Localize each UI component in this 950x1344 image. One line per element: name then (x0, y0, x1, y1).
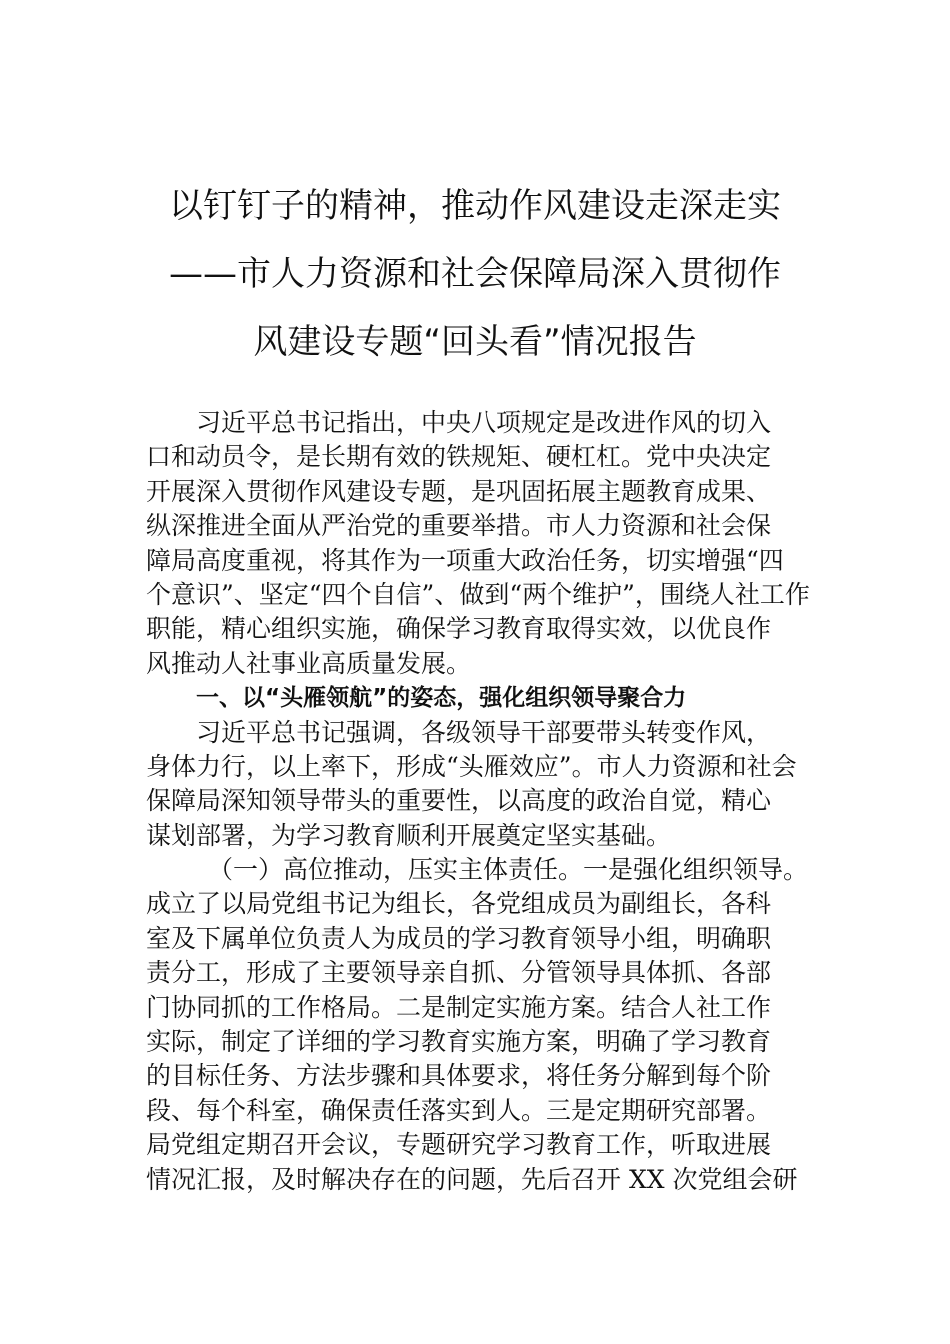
paragraph-line: 风推动人社事业高质量发展。 (146, 648, 472, 678)
paragraph-line: 习近平总书记强调，各级领导干部要带头转变作风， (196, 717, 772, 747)
paragraph-line: 实际，制定了详细的学习教育实施方案，明确了学习教育 (146, 1027, 772, 1057)
subtitle-line: ——市人力资源和社会保障局深入贯彻作 (169, 254, 781, 294)
paragraph-line: 局党组定期召开会议，专题研究学习教育工作，听取进展 (146, 1130, 772, 1160)
paragraph-line: 责分工，形成了主要领导亲自抓、分管领导具体抓、各部 (146, 958, 772, 988)
paragraph-line: 谋划部署，为学习教育顺利开展奠定坚实基础。 (146, 820, 672, 850)
paragraph-line: 保障局深知领导带头的重要性，以高度的政治自觉，精心 (146, 786, 772, 816)
paragraph-line: 成立了以局党组书记为组长，各党组成员为副组长，各科 (146, 889, 772, 919)
paragraph-line: 障局高度重视，将其作为一项重大政治任务，切实增强“四 (146, 545, 784, 575)
document-body (146, 406, 814, 1197)
paragraph-line: 情况汇报，及时解决存在的问题，先后召开 XX 次党组会研 (146, 1164, 798, 1194)
paragraph-line: 口和动员令，是长期有效的铁规矩、硬杠杠。党中央决定 (146, 442, 772, 472)
paragraph-line: 室及下属单位负责人为成员的学习教育领导小组，明确职 (146, 923, 772, 953)
paragraph-line: 的目标任务、方法步骤和具体要求，将任务分解到每个阶 (146, 1061, 772, 1091)
paragraph-line: 段、每个科室，确保责任落实到人。三是定期研究部署。 (146, 1095, 772, 1125)
paragraph-line: 习近平总书记指出，中央八项规定是改进作风的切入 (196, 408, 772, 437)
paragraph-line: 开展深入贯彻作风建设专题，是巩固拓展主题教育成果、 (146, 476, 772, 506)
subtitle-line: 风建设专题“回头看”情况报告 (253, 322, 697, 362)
section-heading: 一、以“头雁领航”的姿态，强化组织领导聚合力 (196, 685, 687, 712)
document-title (120, 172, 830, 376)
title-line: 以钉钉子的精神，推动作风建设走深走实 (169, 186, 781, 226)
paragraph-line: 门协同抓的工作格局。二是制定实施方案。结合人社工作 (146, 992, 772, 1022)
subsection-line: （一）高位推动，压实主体责任。一是强化组织领导。 (208, 855, 809, 885)
paragraph-line: 职能，精心组织实施，确保学习教育取得实效，以优良作 (146, 614, 772, 644)
paragraph-line: 身体力行，以上率下，形成“头雁效应”。市人力资源和社会 (146, 751, 797, 781)
paragraph-line: 纵深推进全面从严治党的重要举措。市人力资源和社会保 (146, 511, 772, 541)
paragraph-line: 个意识”、坚定“四个自信”、做到“两个维护”，围绕人社工作 (146, 579, 810, 609)
